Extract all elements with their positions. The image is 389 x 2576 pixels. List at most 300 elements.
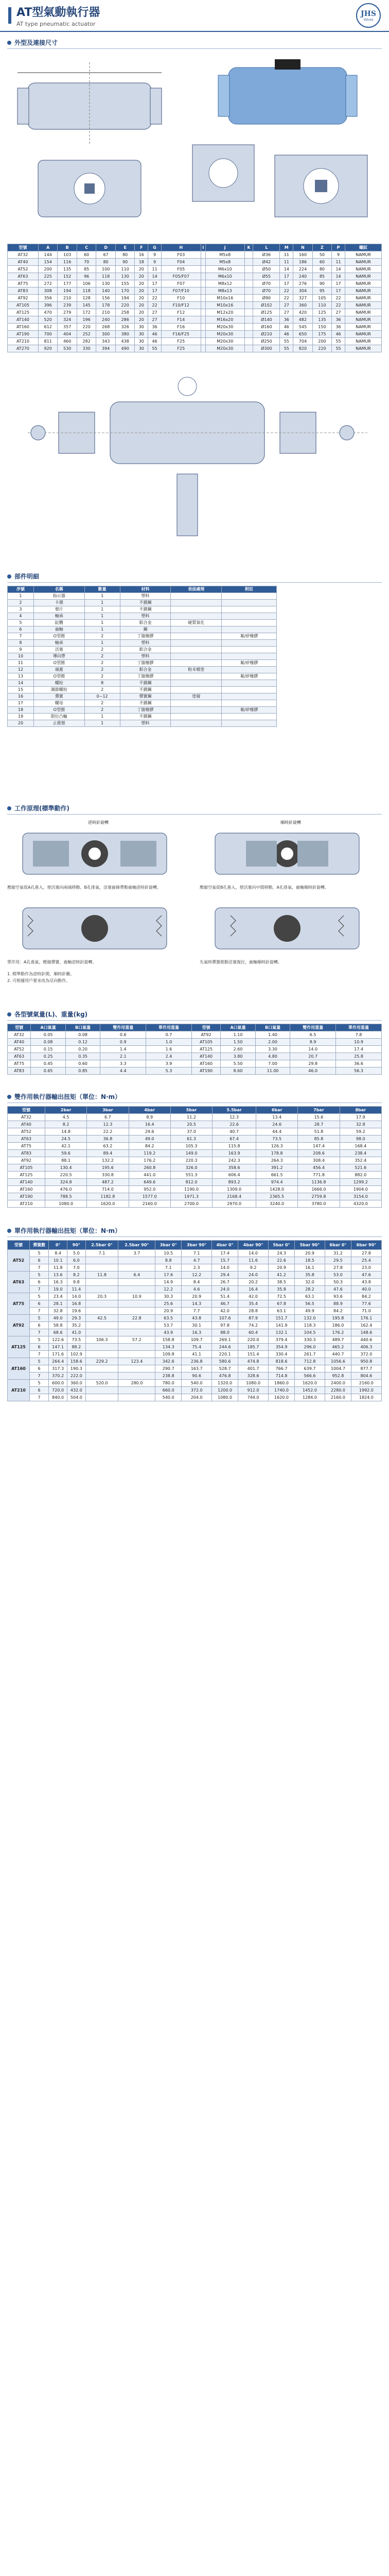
table-cell: 72.5 — [269, 1293, 295, 1300]
table-cell: 162.4 — [351, 1322, 381, 1329]
table-cell: 50.3 — [325, 1279, 351, 1286]
table-header-cell: 型號 — [8, 1241, 30, 1250]
table-cell — [222, 687, 277, 693]
table-cell — [244, 309, 253, 316]
table-cell: 20 — [135, 302, 148, 309]
table-header-cell: A口氣量 — [31, 1024, 66, 1031]
table-cell: 27 — [148, 309, 162, 316]
table-cell — [201, 331, 205, 338]
table-header-row — [8, 244, 382, 251]
table-cell: 1136.8 — [298, 1179, 340, 1186]
table-cell — [222, 714, 277, 720]
table-cell: 6 — [29, 1322, 48, 1329]
table-cell: 440.6 — [351, 1336, 381, 1344]
table-cell — [171, 687, 222, 693]
table-cell: 342.6 — [155, 1358, 182, 1365]
table-cell: 280.0 — [118, 1380, 155, 1387]
exploded-view-drawing — [7, 371, 382, 567]
table-header-cell: 7bar — [298, 1107, 340, 1114]
table-row — [8, 693, 277, 700]
table-cell: 1620.0 — [269, 1394, 295, 1401]
table-row — [8, 1143, 382, 1150]
table-cell: AT125 — [8, 309, 39, 316]
principle-footnote: 2. 可根據用戶要求改為反向動作。 — [7, 978, 70, 983]
parts-table — [7, 586, 277, 727]
table-cell: AT83 — [8, 1067, 31, 1075]
table-cell: 1 — [84, 593, 120, 600]
table-cell: 17 — [280, 280, 293, 287]
table-cell: 35.2 — [67, 1322, 85, 1329]
table-cell: 1080.0 — [212, 1394, 238, 1401]
table-cell: 43.9 — [155, 1329, 182, 1336]
table-cell: AT40 — [8, 1039, 31, 1046]
table-cell — [244, 251, 253, 259]
table-cell: 950.8 — [351, 1358, 381, 1365]
model-cell: AT160 — [8, 1358, 30, 1380]
table-header-cell: 5bar — [170, 1107, 212, 1114]
table-cell: 97.8 — [212, 1322, 238, 1329]
table-cell: AT160 — [191, 1060, 220, 1067]
model-cell: AT75 — [8, 1293, 30, 1315]
table-row — [8, 714, 277, 720]
table-cell: 46 — [148, 338, 162, 345]
table-cell: 41.0 — [67, 1329, 85, 1336]
table-cell: 1004.7 — [325, 1365, 351, 1372]
table-cell: 276 — [293, 280, 313, 287]
table-cell: 19.6 — [67, 1308, 85, 1315]
table-cell — [222, 620, 277, 626]
table-cell: 卡環 — [33, 600, 84, 606]
table-cell: 27.8 — [325, 1264, 351, 1272]
table-cell: 487.2 — [87, 1179, 129, 1186]
table-cell — [201, 338, 205, 345]
table-cell: 不銹鋼 — [120, 606, 171, 613]
table-cell: 141.9 — [269, 1322, 295, 1329]
table-cell: 28.1 — [49, 1300, 67, 1308]
table-cell: 7 — [29, 1329, 48, 1336]
table-cell: 1.50 — [221, 1039, 256, 1046]
table-cell: 56.3 — [336, 1067, 382, 1075]
table-cell: 70 — [77, 259, 96, 266]
table-cell: 780.0 — [155, 1380, 182, 1387]
table-cell: 370.2 — [49, 1372, 67, 1380]
table-cell: 58.8 — [49, 1322, 67, 1329]
table-cell: 27 — [148, 316, 162, 324]
table-cell: 96 — [77, 273, 96, 280]
table-cell: NAMUR — [345, 345, 381, 352]
table-row — [8, 707, 277, 714]
table-cell: 80 — [312, 266, 332, 273]
table-cell: 200 — [38, 266, 58, 273]
table-cell: 195.8 — [325, 1315, 351, 1322]
table-cell: 432.0 — [67, 1387, 85, 1394]
principle-drawing — [200, 900, 375, 957]
table-cell: 塑料 — [120, 640, 171, 647]
table-cell: 41.2 — [269, 1272, 295, 1279]
table-row — [8, 1257, 382, 1264]
table-cell: 丁腈橡膠 — [120, 660, 171, 667]
table-cell: 812.0 — [170, 1179, 212, 1186]
table-cell: 彈簧鋼 — [120, 693, 171, 700]
table-cell: 952.0 — [129, 1186, 170, 1193]
table-cell: 379.4 — [269, 1336, 295, 1344]
table-cell: 14.9 — [155, 1279, 182, 1286]
table-cell: 456.4 — [298, 1164, 340, 1172]
table-cell: 11 — [148, 266, 162, 273]
table-row — [8, 1200, 382, 1208]
table-cell: 326 — [115, 324, 135, 331]
table-cell: 27 — [280, 302, 293, 309]
table-cell — [85, 1351, 118, 1358]
table-cell: 974.4 — [256, 1179, 298, 1186]
table-cell: 530 — [58, 345, 77, 352]
table-cell — [222, 626, 277, 633]
table-header-cell: 彈簧數 — [29, 1241, 48, 1250]
table-cell — [222, 667, 277, 673]
table-cell: 229.2 — [85, 1358, 118, 1365]
table-cell: F05 — [161, 266, 201, 273]
table-cell: 190.3 — [67, 1365, 85, 1372]
table-cell: 5 — [29, 1315, 48, 1322]
table-cell: 1992.0 — [351, 1387, 381, 1394]
table-cell: 30 — [135, 324, 148, 331]
dimensions-section — [7, 38, 382, 352]
table-cell: 236.8 — [182, 1358, 212, 1365]
table-row — [8, 1315, 382, 1322]
table-cell: 84.2 — [325, 1308, 351, 1315]
section-heading: 外型及連接尺寸 — [7, 38, 382, 49]
table-cell — [201, 302, 205, 309]
table-cell: 85 — [77, 266, 96, 273]
table-cell: 3.30 — [255, 1046, 290, 1053]
table-cell: Ø90 — [253, 295, 280, 302]
table-cell: 20 — [135, 316, 148, 324]
table-cell: 650 — [293, 331, 313, 338]
model-cell: AT125 — [8, 1336, 30, 1358]
table-cell: 8.9 — [129, 1114, 170, 1121]
table-cell: 1577.0 — [129, 1193, 170, 1200]
table-cell: 30 — [135, 331, 148, 338]
table-cell: 103 — [58, 251, 77, 259]
table-cell: 360 — [293, 302, 313, 309]
table-cell: 404 — [58, 331, 77, 338]
table-cell — [222, 693, 277, 700]
table-cell: 67.4 — [213, 1136, 256, 1143]
table-cell: 18 — [8, 707, 34, 714]
bullet-icon — [7, 1229, 11, 1233]
table-cell: 27 — [280, 309, 293, 316]
table-cell: AT92 — [191, 1031, 220, 1039]
table-header-cell: 2.5bar 90° — [118, 1241, 155, 1250]
table-cell — [244, 338, 253, 345]
table-cell: AT105 — [191, 1039, 220, 1046]
table-cell: 74.2 — [238, 1322, 269, 1329]
table-cell: 2.60 — [221, 1046, 256, 1053]
principle-a — [7, 820, 189, 891]
table-cell: 176.1 — [351, 1315, 381, 1322]
table-cell: M10x16 — [205, 302, 244, 309]
table-cell: F16/F25 — [161, 331, 201, 338]
table-cell — [85, 1257, 118, 1264]
table-cell: 29.5 — [325, 1257, 351, 1264]
table-row — [8, 1053, 382, 1060]
table-cell: 152 — [58, 273, 77, 280]
table-cell: 258 — [115, 309, 135, 316]
table-cell: 20 — [135, 309, 148, 316]
table-cell: 16.1 — [294, 1264, 325, 1272]
table-cell: 調節螺栓 — [33, 687, 84, 693]
table-cell: 8.4 — [49, 1250, 67, 1257]
table-cell: 46 — [280, 331, 293, 338]
table-cell: 2 — [84, 700, 120, 707]
table-cell: 3.80 — [221, 1053, 256, 1060]
table-cell: 16 — [135, 251, 148, 259]
table-cell: 9 — [8, 647, 34, 653]
table-header-cell: 數量 — [84, 586, 120, 593]
table-cell: 11 — [280, 259, 293, 266]
table-cell: 264.3 — [256, 1157, 298, 1164]
table-header-cell: 0° — [49, 1241, 67, 1250]
table-cell: 限位凸輪 — [33, 714, 84, 720]
table-cell: 17 — [332, 280, 345, 287]
table-cell: 13.4 — [256, 1114, 298, 1121]
table-cell: 324 — [58, 316, 77, 324]
section-heading: 雙作用執行器輸出扭矩（單位：N·m） — [7, 1092, 382, 1103]
table-cell: 22 — [148, 295, 162, 302]
table-row — [8, 1336, 382, 1344]
table-row — [8, 1046, 382, 1053]
table-cell: 7 — [29, 1372, 48, 1380]
table-cell: M5x8 — [205, 259, 244, 266]
table-header-cell: E — [115, 244, 135, 251]
table-cell: AT83 — [8, 1150, 45, 1157]
table-cell: 520 — [38, 316, 58, 324]
table-cell — [118, 1344, 155, 1351]
table-cell: 5.50 — [221, 1060, 256, 1067]
table-cell — [244, 280, 253, 287]
table-cell — [244, 259, 253, 266]
table-cell: 14.0 — [212, 1264, 238, 1272]
table-cell: 0.20 — [65, 1046, 100, 1053]
table-cell: 53.0 — [325, 1272, 351, 1279]
table-cell: F12 — [161, 309, 201, 316]
table-cell: 22 — [280, 287, 293, 295]
table-cell: 20 — [135, 266, 148, 273]
table-header-cell: 5.5bar — [213, 1107, 256, 1114]
torque-double-section — [7, 1092, 382, 1208]
table-cell: AT92 — [8, 295, 39, 302]
table-cell: 14 — [332, 273, 345, 280]
model-cell: AT63 — [8, 1272, 30, 1293]
table-cell: F07 — [161, 280, 201, 287]
table-row — [8, 1264, 382, 1272]
table-cell: 1.6 — [146, 1046, 192, 1053]
table-cell: 476.0 — [45, 1186, 86, 1193]
table-cell: 195.6 — [87, 1164, 129, 1172]
table-cell: NAMUR — [345, 287, 381, 295]
table-cell — [118, 1372, 155, 1380]
table-cell: 328.6 — [238, 1372, 269, 1380]
table-cell: 330.3 — [294, 1336, 325, 1344]
table-cell: 鋁合金 — [120, 620, 171, 626]
table-cell: 7.1 — [182, 1250, 212, 1257]
table-cell: 49.9 — [294, 1308, 325, 1315]
table-cell: NAMUR — [345, 302, 381, 309]
table-cell: F03 — [161, 251, 201, 259]
table-cell: 2 — [84, 647, 120, 653]
table-cell: 46.0 — [290, 1067, 336, 1075]
weights-section — [7, 1010, 382, 1075]
table-cell: 0~12 — [84, 693, 120, 700]
table-cell: 36 — [148, 324, 162, 331]
table-cell: 118.3 — [294, 1322, 325, 1329]
table-cell: 744.0 — [238, 1394, 269, 1401]
table-cell: 3154.0 — [340, 1193, 381, 1200]
table-row — [8, 653, 277, 660]
table-cell: 2400.0 — [325, 1380, 351, 1387]
table-cell — [222, 606, 277, 613]
table-cell — [201, 266, 205, 273]
table-cell: 0.12 — [65, 1039, 100, 1046]
table-row — [8, 1351, 382, 1358]
table-cell: 244.6 — [212, 1344, 238, 1351]
table-cell: 128 — [77, 295, 96, 302]
table-cell: 1 — [84, 626, 120, 633]
table-cell: 25.8 — [336, 1053, 382, 1060]
table-cell — [118, 1387, 155, 1394]
table-cell: 24.0 — [212, 1286, 238, 1293]
table-cell: 220.1 — [212, 1351, 238, 1358]
table-cell: 1182.8 — [87, 1193, 129, 1200]
table-cell: 8 — [8, 640, 34, 647]
table-cell: Ø42 — [253, 259, 280, 266]
table-row — [8, 266, 382, 273]
table-cell: 540.0 — [155, 1394, 182, 1401]
table-cell: 100 — [96, 266, 116, 273]
table-cell: 194 — [115, 295, 135, 302]
table-header-row — [8, 1024, 382, 1031]
table-cell: 26.7 — [212, 1279, 238, 1286]
table-cell: Ø160 — [253, 324, 280, 331]
table-cell: 116 — [58, 259, 77, 266]
table-cell: 7 — [8, 633, 34, 640]
table-cell: 242.3 — [213, 1157, 256, 1164]
table-cell: 89.4 — [87, 1150, 129, 1157]
table-cell: 4.7 — [182, 1257, 212, 1264]
table-cell — [118, 1279, 155, 1286]
table-cell: 140 — [96, 287, 116, 295]
table-cell: AT63 — [8, 1053, 31, 1060]
table-cell: 20 — [135, 295, 148, 302]
table-row — [8, 1286, 382, 1293]
table-cell — [244, 295, 253, 302]
table-cell: 460 — [58, 338, 77, 345]
table-cell: 356 — [38, 295, 58, 302]
table-cell: 360.0 — [67, 1380, 85, 1387]
table-cell: 160 — [293, 251, 313, 259]
table-cell: 85.8 — [298, 1136, 340, 1143]
table-cell: 600.0 — [49, 1380, 67, 1387]
table-cell: 149.0 — [170, 1150, 212, 1157]
table-header-cell: D — [96, 244, 116, 251]
table-header-cell: 4bar — [129, 1107, 170, 1114]
table-cell: 2 — [84, 673, 120, 680]
rotation-label: 順時針旋轉 — [280, 820, 301, 825]
table-cell: 766.7 — [269, 1365, 295, 1372]
table-header-cell: 5bar 0° — [269, 1241, 295, 1250]
table-row — [8, 600, 277, 606]
table-cell: 1320.0 — [212, 1380, 238, 1387]
table-row — [8, 1380, 382, 1387]
table-cell — [244, 345, 253, 352]
table-row — [8, 295, 382, 302]
table-row — [8, 302, 382, 309]
table-cell: 357 — [58, 324, 77, 331]
table-cell: 20.9 — [182, 1293, 212, 1300]
table-cell: 20.9 — [155, 1308, 182, 1315]
table-cell: NAMUR — [345, 280, 381, 287]
table-cell: 7.1 — [85, 1250, 118, 1257]
table-cell: 14.0 — [67, 1293, 85, 1300]
table-cell: 20 — [135, 287, 148, 295]
table-row — [8, 1031, 382, 1039]
table-cell: 36 — [280, 316, 293, 324]
table-cell: 661.5 — [256, 1172, 298, 1179]
table-cell: 580.6 — [212, 1358, 238, 1365]
table-row — [8, 673, 277, 680]
table-cell: 42.5 — [85, 1315, 118, 1322]
table-cell: 9 — [148, 251, 162, 259]
table-cell: 893.2 — [213, 1179, 256, 1186]
table-header-cell: 3bar 0° — [155, 1241, 182, 1250]
table-cell: 14 — [8, 680, 34, 687]
table-cell — [85, 1308, 118, 1315]
table-cell: 3780.0 — [298, 1200, 340, 1208]
table-row — [8, 273, 382, 280]
table-row — [8, 1136, 382, 1143]
table-cell: AT160 — [8, 324, 39, 331]
page-subtitle: AT type pneumatic actuator — [16, 21, 96, 27]
table-cell: 106.3 — [85, 1336, 118, 1344]
table-cell — [118, 1322, 155, 1329]
table-cell: 6 — [29, 1344, 48, 1351]
table-cell: 5 — [29, 1250, 48, 1257]
table-cell: 55 — [148, 345, 162, 352]
table-cell: 326.0 — [170, 1164, 212, 1172]
table-cell: M20x30 — [205, 338, 244, 345]
table-header-cell: F — [135, 244, 148, 251]
table-cell: 24.5 — [45, 1136, 86, 1143]
table-row — [8, 1060, 382, 1067]
table-cell: 714.0 — [87, 1186, 129, 1193]
table-cell: 27.8 — [351, 1250, 381, 1257]
table-cell: 304 — [293, 287, 313, 295]
table-cell: 51.8 — [298, 1128, 340, 1136]
table-cell — [201, 287, 205, 295]
table-cell: 20.9 — [294, 1250, 325, 1257]
table-cell: 240 — [96, 316, 116, 324]
table-cell: 67.8 — [269, 1300, 295, 1308]
table-cell: 6 — [29, 1300, 48, 1308]
table-cell: 11 — [280, 251, 293, 259]
table-cell: AT125 — [191, 1046, 220, 1053]
table-cell: 29.3 — [67, 1315, 85, 1322]
table-cell: 36.6 — [336, 1060, 382, 1067]
table-cell: 649.6 — [129, 1179, 170, 1186]
table-cell: 38.5 — [269, 1279, 295, 1286]
table-header-cell: 2bar — [45, 1107, 86, 1114]
table-cell: 465.2 — [325, 1344, 351, 1351]
